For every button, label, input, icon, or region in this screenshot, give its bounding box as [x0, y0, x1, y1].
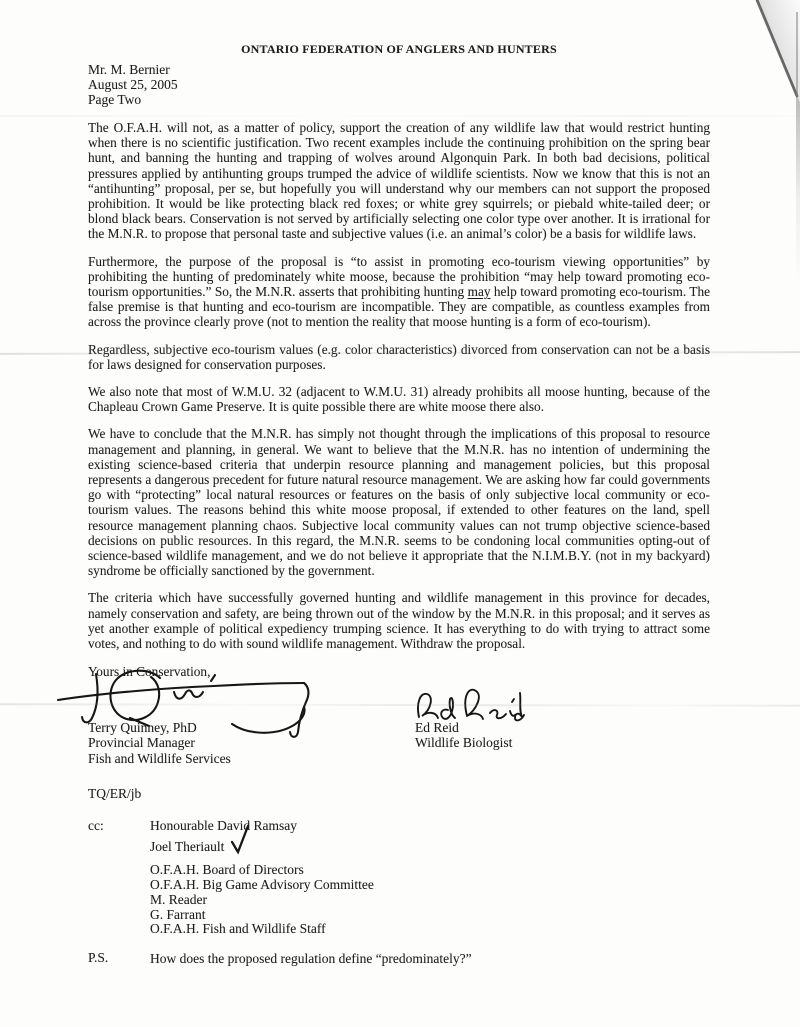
cc-block — [88, 819, 710, 937]
cc-item — [150, 922, 710, 937]
signer-name-right: Ed Reid — [415, 719, 459, 735]
signature-block-left — [88, 684, 415, 768]
paragraph-2-text-b: help toward promoting eco-tourism. The false premise is that hunting and eco-tourism are incompatible. They are compatible, as countless examples from across the province clearly prove (not to mention the reality that moose hunting is a form of eco-tourism). — [88, 284, 710, 330]
cc-label: cc: — [88, 817, 104, 833]
ps-text: How does the proposed regulation define “predominately?” — [150, 950, 472, 966]
signature-row — [88, 684, 710, 768]
paragraph-1: The O.F.A.H. will not, as a matter of policy, support the creation of any wildlife law that would restrict hunting when there is no scientific justification. Two recent examples include the continuing prohibition on the spring bear hunt, and banning the hunting and trapping of wolves around Algonquin Park. In both bad decisions, political pressures applied by antihunting groups trumped the advice of wildlife scientists. Now we know that this is not an “antihunting” proposal, per se, but hopefully you will understand why our members can not support the proposed prohibition. It would be like protecting black red foxes; or white grey squirrels; or piebald white-tailed deer; or blond black bears. Conservation is not served by artificially selecting one color type over another. It is irrational for the M.N.R. to propose that personal taste and subjective values (i.e. an animal’s color) be a basis for wildlife laws. — [88, 120, 710, 242]
cc-item — [150, 833, 710, 863]
scan-edge-shadow — [796, 96, 800, 286]
letterhead-title: ONTARIO FEDERATION OF ANGLERS AND HUNTERS — [241, 42, 557, 56]
cc-item — [150, 863, 710, 878]
cc-item-label: Joel Theriault — [150, 839, 225, 855]
cc-item — [150, 908, 710, 923]
address-block — [88, 62, 710, 107]
recipient-line: Mr. M. Bernier — [88, 62, 170, 77]
reference-initials: TQ/ER/jb — [88, 785, 142, 801]
signer-title-right: Wildlife Biologist — [415, 735, 513, 750]
cc-list — [150, 819, 710, 937]
postscript-row — [88, 951, 710, 966]
paragraph-3: Regardless, subjective eco-tourism values (e.g. color characteristics) divorced from conservation can not be a basis for laws designed for conservation purposes. — [88, 341, 710, 372]
cc-item-label: O.F.A.H. Big Game Advisory Committee — [150, 877, 374, 893]
cc-item-label: O.F.A.H. Fish and Wildlife Staff — [150, 921, 326, 937]
paragraph-6: The criteria which have successfully governed hunting and wildlife management in this province for decades, namely conservation and safety, are being thrown out of the window by the M.N.R. in this proposal; and it serves as yet another example of political expediency trumping science. It has everything to do with trying to attract some votes, and nothing to do with sound wildlife management. Withdraw the proposal. — [88, 590, 710, 652]
cc-item — [150, 878, 710, 893]
letter-content — [88, 42, 710, 966]
ps-label: P.S. — [88, 949, 109, 965]
signature-block-right — [415, 684, 710, 768]
paragraph-4: We also note that most of W.M.U. 32 (adjacent to W.M.U. 31) already prohibits all moose hunting, because of the Chapleau Crown Game Preserve. It is quite possible there are white moose there also. — [88, 384, 710, 415]
cc-item — [150, 893, 710, 908]
signer-title-left: Provincial Manager — [88, 735, 195, 750]
signer-name-left: Terry Quinney, PhD — [88, 719, 197, 735]
cc-item-label: G. Farrant — [150, 906, 206, 922]
cc-item-label: Honourable David Ramsay — [150, 817, 297, 833]
closing-line: Yours in Conservation, — [88, 664, 211, 680]
handwritten-checkmark-icon — [229, 824, 249, 854]
cc-item-label: O.F.A.H. Board of Directors — [150, 862, 304, 878]
folded-corner-artifact — [745, 0, 800, 130]
paragraph-2 — [88, 254, 710, 330]
paragraph-2-text-a: Furthermore, the purpose of the proposal is “to assist in promoting eco-tourism viewing opportunities” by prohibiting the hunting of predominately white moose, because the prohibition “may help toward promoting eco-tourism opportunities.” So, the M.N.R. asserts that prohibiting hunting — [88, 253, 710, 300]
cc-item-label: M. Reader — [150, 891, 207, 907]
underlined-word: may — [467, 284, 491, 300]
paragraph-5: We have to conclude that the M.N.R. has simply not thought through the implications of this proposal to resource management and planning, in general. We want to believe that the M.N.R. has no intention of undermining the existing science-based criteria that underpin resource planning and management policies, but this proposal represents a dangerous precedent for future natural resource management. We are asking how far could governments go with “protecting” local natural resources or features on the basis of only subjective local community or eco-tourism values. The reasons behind this white moose proposal, if extended to other features on the land, spell resource management planning chaos. Subjective local community values can not trump objective science-based decisions on public resources. In this regard, the M.N.R. seems to be condoning local communities opting-out of science-based wildlife management, and we do not believe it appropriate that the N.I.M.B.Y. (not in my backyard) syndrome be officially sanctioned by the government. — [88, 426, 710, 579]
date-line: August 25, 2005 — [88, 77, 178, 92]
page-number-line: Page Two — [88, 92, 142, 107]
signer-org-left: Fish and Wildlife Services — [88, 750, 231, 766]
